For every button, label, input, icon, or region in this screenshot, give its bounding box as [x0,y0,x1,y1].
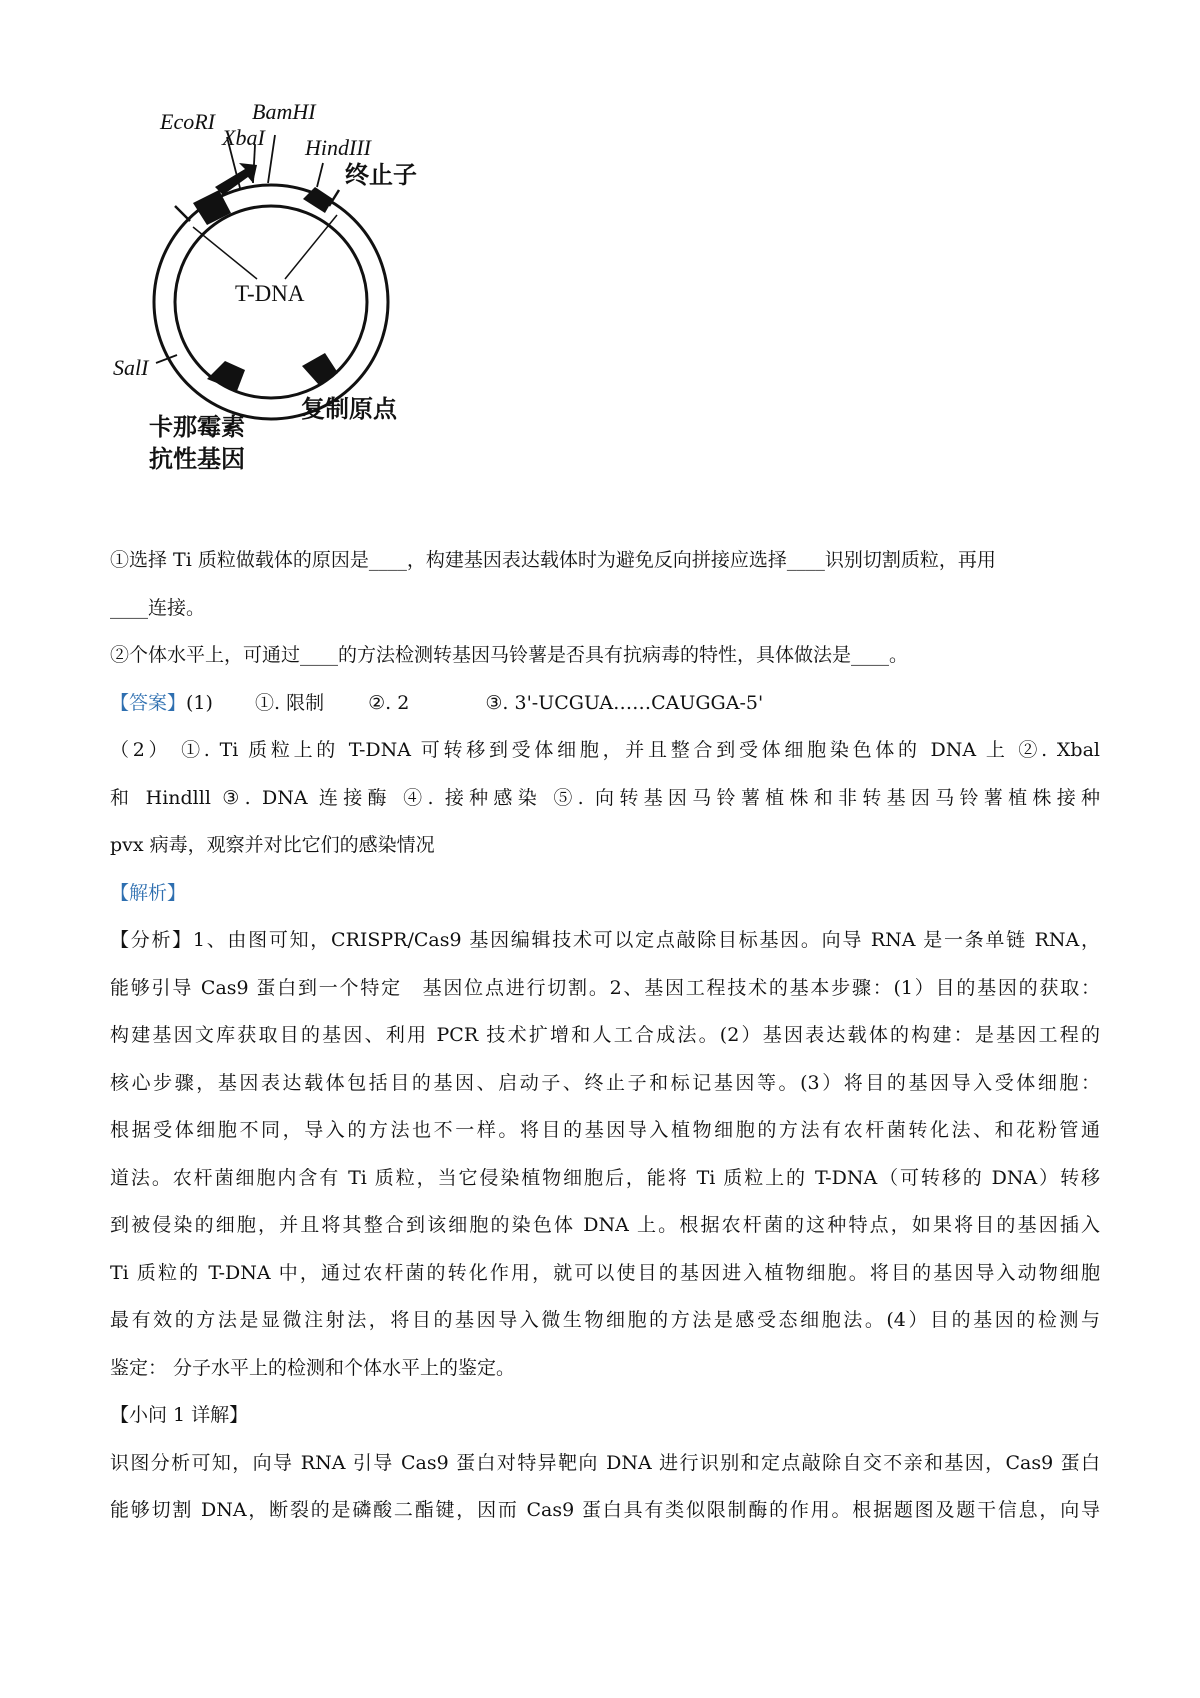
analysis-last-line: 鉴定： 分子水平上的检测和个体水平上的鉴定。 [110,1356,516,1379]
answer-part1-item: ①. 限制 [254,691,325,714]
analysis-line: 【分析】1、由图可知，CRISPR/Cas9 基因编辑技术可以定点敲除目标基因。向导 RNA 是一条单链 RNA， [110,929,1100,951]
analysis-line: 道法。农杆菌细胞内含有 Ti 质粒，当它侵染植物细胞后，能将 Ti 质粒上的 T-DNA（可转移的 DNA）转移 [110,1166,1100,1189]
ecori-label: EcoRI [160,109,215,134]
answer-line-1 [110,680,1100,728]
answer-part2-item3: ③. DNA 连接酶 [222,786,392,809]
analysis-line: 构建基因文库获取目的基因、利用 PCR 技术扩增和人工合成法。(2）基因表达载体的构建：是基因工程的 [110,1024,1100,1046]
answer-part2-item1: ①. Ti 质粒上的 T-DNA 可转移到受体细胞，并且整合到受体细胞染色体的 DNA 上 [181,739,1009,761]
document-body [110,537,1100,1535]
question-1-line-2: ____连接。 [110,596,206,619]
answer-part2-item5a: ⑤. 向转基因马铃薯植株和非转基因马铃薯植株接种 [553,786,1100,809]
kanamycin-label-line1: 卡那霉素 [149,413,245,441]
analysis-line: 到被侵染的细胞，并且将其整合到该细胞的染色体 DNA 上。根据农杆菌的这种特点，如果将目的基因插入 [110,1214,1100,1236]
analysis-line: 核心步骤，基因表达载体包括目的基因、启动子、终止子和标记基因等。(3）将目的基因导入受体细胞： [110,1071,1100,1094]
answer-part2-item2b: 和 Hindlll [110,786,211,809]
answer-part1-num: (1) [186,691,213,714]
xbai-label: XbaI [222,125,265,150]
detail-line: 能够切割 DNA，断裂的是磷酸二酯键，因而 Cas9 蛋白具有类似限制酶的作用。根据题图及题干信息，向导 [110,1499,1100,1521]
analysis-line: 最有效的方法是显微注射法，将目的基因导入微生物细胞的方法是感受态细胞法。(4）目的基因的检测与 [110,1309,1100,1331]
analysis-line: Ti 质粒的 T-DNA 中，通过农杆菌的转化作用，就可以使目的基因进入植物细胞。将目的基因导入动物细胞 [110,1261,1100,1284]
sali-label: SalI [113,355,149,380]
answer-part2-item2a: ②. Xbal [1018,739,1101,761]
tdna-label: T-DNA [235,281,305,306]
tdna-pointer-left [193,227,257,279]
answer-part1-item: ③. 3'-UCGUA……CAUGGA-5' [485,691,764,714]
answer-line-4: pvx 病毒，观察并对比它们的感染情况 [110,834,435,856]
hindiii-label: HindIII [305,135,371,160]
bamhi-pointer [268,135,275,183]
origin-label: 复制原点 [301,395,397,423]
answer-line-2 [110,727,1100,775]
question-1-line-1: ①选择 Ti 质粒做载体的原因是____，构建基因表达载体时为避免反向拼接应选择____识别切割质粒，再用 [110,549,996,571]
detail-tag: 【小问 1 详解】 [110,1404,249,1426]
analysis-tag: 【解析】 [110,881,187,904]
origin-block [302,353,338,385]
answer-part2-num: （2） [110,739,172,761]
answer-tag: 【答案】 [110,691,187,714]
question-2: ②个体水平上，可通过____的方法检测转基因马铃薯是否具有抗病毒的特性，具体做法是____。 [110,644,909,666]
terminator-label: 终止子 [345,161,417,189]
hindiii-pointer [317,163,323,187]
tdna-left-boundary [175,206,190,221]
xbai-pointer [253,145,255,183]
analysis-line: 能够引导 Cas9 蛋白到一个特定 基因位点进行切割。2、基因工程技术的基本步骤：(1）目的基因的获取： [110,976,1100,999]
kanamycin-gene-block [207,361,245,391]
ti-plasmid-diagram [105,95,465,515]
analysis-line: 根据受体细胞不同，导入的方法也不一样。将目的基因导入植物细胞的方法有农杆菌转化法、和花粉管通 [110,1119,1100,1141]
answer-line-3 [110,775,1100,823]
tdna-pointer-right [285,215,337,279]
detail-line: 识图分析可知，向导 RNA 引导 Cas9 蛋白对特异靶向 DNA 进行识别和定点敲除自交不亲和基因，Cas9 蛋白 [110,1451,1100,1474]
answer-part2-item4: ④. 接种感染 [403,786,543,809]
bamhi-label: BamHI [252,99,316,124]
kanamycin-label-line2: 抗性基因 [149,445,245,473]
answer-part1-item: ②. 2 [368,691,410,714]
